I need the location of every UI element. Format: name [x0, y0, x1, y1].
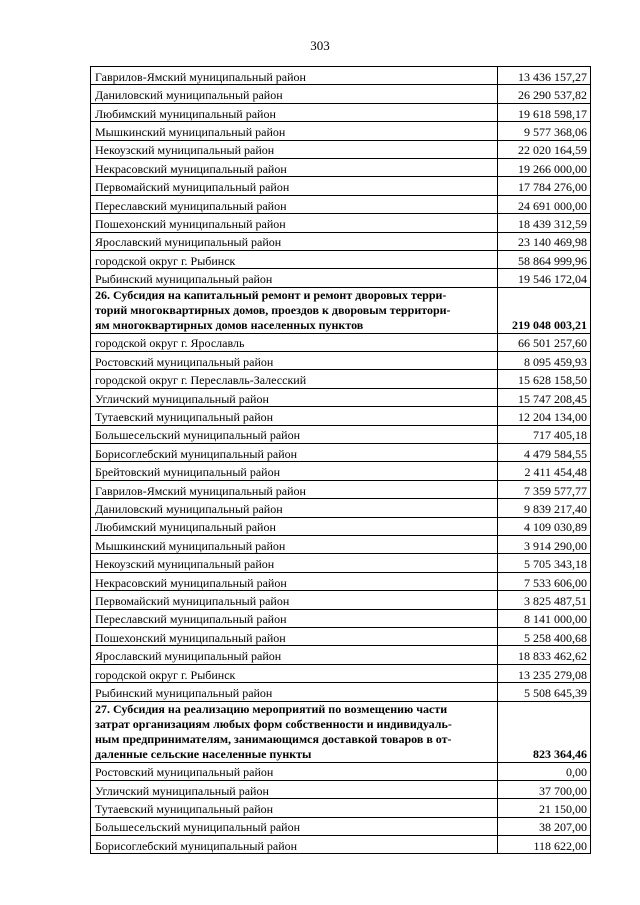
recipient-name: городской округ г. Ярославль	[91, 333, 498, 351]
recipient-amount: 13 436 157,27	[498, 67, 591, 85]
recipient-amount: 8 095 459,93	[498, 352, 591, 370]
recipient-name: Ростовский муниципальный район	[91, 352, 498, 370]
table-row	[91, 214, 591, 232]
recipient-name: Мышкинский муниципальный район	[91, 535, 498, 553]
table-row	[91, 462, 591, 480]
table-row	[91, 836, 591, 854]
section-row	[91, 701, 591, 762]
recipient-name: Ростовский муниципальный район	[91, 762, 498, 780]
table-row	[91, 444, 591, 462]
recipient-amount: 24 691 000,00	[498, 195, 591, 213]
recipient-amount: 19 266 000,00	[498, 158, 591, 176]
section-total-amount: 219 048 003,21	[498, 287, 591, 333]
table-row	[91, 664, 591, 682]
recipient-amount: 7 533 606,00	[498, 572, 591, 590]
recipient-amount: 66 501 257,60	[498, 333, 591, 351]
recipient-amount: 18 439 312,59	[498, 214, 591, 232]
recipient-amount: 5 705 343,18	[498, 554, 591, 572]
table-row	[91, 683, 591, 701]
table-row	[91, 425, 591, 443]
section-title	[91, 287, 498, 333]
recipient-name: Гаврилов-Ямский муниципальный район	[91, 480, 498, 498]
recipient-amount: 13 235 279,08	[498, 664, 591, 682]
section-title-line: торий многоквартирных домов, проездов к дворовым территори-	[95, 302, 451, 317]
table-row	[91, 232, 591, 250]
recipient-amount: 26 290 537,82	[498, 85, 591, 103]
recipient-name: Ярославский муниципальный район	[91, 646, 498, 664]
recipient-amount: 118 622,00	[498, 836, 591, 854]
section-title-line: затрат организациям любых форм собственности и индивидуаль-	[95, 716, 452, 731]
recipient-name: Некрасовский муниципальный район	[91, 572, 498, 590]
recipient-name: Даниловский муниципальный район	[91, 85, 498, 103]
table-row	[91, 609, 591, 627]
recipient-amount: 18 833 462,62	[498, 646, 591, 664]
recipient-amount: 8 141 000,00	[498, 609, 591, 627]
table-row	[91, 817, 591, 835]
table-row	[91, 554, 591, 572]
page-number: 303	[310, 38, 330, 53]
recipient-name: Переславский муниципальный район	[91, 195, 498, 213]
recipient-name: Некоузский муниципальный район	[91, 554, 498, 572]
recipient-name: Тутаевский муниципальный район	[91, 799, 498, 817]
recipient-name: Мышкинский муниципальный район	[91, 122, 498, 140]
recipient-amount: 9 577 368,06	[498, 122, 591, 140]
recipient-amount: 5 258 400,68	[498, 627, 591, 645]
recipient-name: Брейтовский муниципальный район	[91, 462, 498, 480]
table-row	[91, 140, 591, 158]
recipient-name: Первомайский муниципальный район	[91, 591, 498, 609]
recipient-name: Угличский муниципальный район	[91, 388, 498, 406]
table-row	[91, 352, 591, 370]
table-row	[91, 370, 591, 388]
recipient-name: Тутаевский муниципальный район	[91, 407, 498, 425]
recipient-amount: 38 207,00	[498, 817, 591, 835]
recipient-amount: 15 628 158,50	[498, 370, 591, 388]
recipient-amount: 22 020 164,59	[498, 140, 591, 158]
recipient-amount: 7 359 577,77	[498, 480, 591, 498]
table-row	[91, 591, 591, 609]
recipient-name: Переславский муниципальный район	[91, 609, 498, 627]
table-row	[91, 407, 591, 425]
section-title-line: даленные сельские населенные пункты	[95, 746, 312, 761]
recipient-amount: 19 546 172,04	[498, 269, 591, 287]
table-row	[91, 646, 591, 664]
table-row	[91, 627, 591, 645]
recipient-amount: 9 839 217,40	[498, 499, 591, 517]
table-row	[91, 158, 591, 176]
recipient-name: Ярославский муниципальный район	[91, 232, 498, 250]
recipient-name: городской округ г. Рыбинск	[91, 250, 498, 268]
recipient-amount: 23 140 469,98	[498, 232, 591, 250]
recipient-amount: 4 109 030,89	[498, 517, 591, 535]
recipient-name: Борисоглебский муниципальный район	[91, 444, 498, 462]
recipient-name: Пошехонский муниципальный район	[91, 627, 498, 645]
section-title-line: ям многоквартирных домов населенных пунктов	[95, 317, 364, 332]
table-row	[91, 517, 591, 535]
recipient-amount: 21 150,00	[498, 799, 591, 817]
recipient-name: Некрасовский муниципальный район	[91, 158, 498, 176]
table-row	[91, 250, 591, 268]
recipient-name: городской округ г. Рыбинск	[91, 664, 498, 682]
recipient-name: Большесельский муниципальный район	[91, 817, 498, 835]
recipient-amount: 3 914 290,00	[498, 535, 591, 553]
recipient-name: Большесельский муниципальный район	[91, 425, 498, 443]
recipient-name: Рыбинский муниципальный район	[91, 269, 498, 287]
recipient-amount: 37 700,00	[498, 780, 591, 798]
section-title-line: ным предпринимателям, занимающимся доставкой товаров в от-	[95, 731, 452, 746]
recipient-amount: 717 405,18	[498, 425, 591, 443]
section-title	[91, 701, 498, 762]
table-row	[91, 762, 591, 780]
table-row	[91, 269, 591, 287]
table-row	[91, 103, 591, 121]
table-row	[91, 780, 591, 798]
section-row	[91, 287, 591, 333]
recipient-amount: 17 784 276,00	[498, 177, 591, 195]
section-title-line: 27. Субсидия на реализацию мероприятий по возмещению части	[95, 701, 448, 716]
subsidy-table-body	[91, 67, 591, 854]
section-total-amount: 823 364,46	[498, 701, 591, 762]
table-row	[91, 480, 591, 498]
recipient-name: Первомайский муниципальный район	[91, 177, 498, 195]
table-row	[91, 499, 591, 517]
table-row	[91, 195, 591, 213]
table-row	[91, 572, 591, 590]
section-title-line: 26. Субсидия на капитальный ремонт и ремонт дворовых терри-	[95, 287, 447, 302]
recipient-name: Даниловский муниципальный район	[91, 499, 498, 517]
table-row	[91, 122, 591, 140]
recipient-amount: 4 479 584,55	[498, 444, 591, 462]
recipient-amount: 2 411 454,48	[498, 462, 591, 480]
subsidy-table	[90, 66, 591, 854]
table-row	[91, 388, 591, 406]
table-row	[91, 333, 591, 351]
recipient-amount: 58 864 999,96	[498, 250, 591, 268]
table-row	[91, 799, 591, 817]
recipient-amount: 3 825 487,51	[498, 591, 591, 609]
recipient-name: городской округ г. Переславль-Залесский	[91, 370, 498, 388]
recipient-name: Пошехонский муниципальный район	[91, 214, 498, 232]
table-row	[91, 535, 591, 553]
recipient-name: Некоузский муниципальный район	[91, 140, 498, 158]
recipient-amount: 5 508 645,39	[498, 683, 591, 701]
recipient-name: Рыбинский муниципальный район	[91, 683, 498, 701]
recipient-amount: 19 618 598,17	[498, 103, 591, 121]
table-row	[91, 67, 591, 85]
recipient-name: Борисоглебский муниципальный район	[91, 836, 498, 854]
recipient-amount: 0,00	[498, 762, 591, 780]
recipient-name: Любимский муниципальный район	[91, 517, 498, 535]
recipient-amount: 15 747 208,45	[498, 388, 591, 406]
recipient-amount: 12 204 134,00	[498, 407, 591, 425]
recipient-name: Угличский муниципальный район	[91, 780, 498, 798]
recipient-name: Любимский муниципальный район	[91, 103, 498, 121]
table-row	[91, 177, 591, 195]
table-row	[91, 85, 591, 103]
recipient-name: Гаврилов-Ямский муниципальный район	[91, 67, 498, 85]
